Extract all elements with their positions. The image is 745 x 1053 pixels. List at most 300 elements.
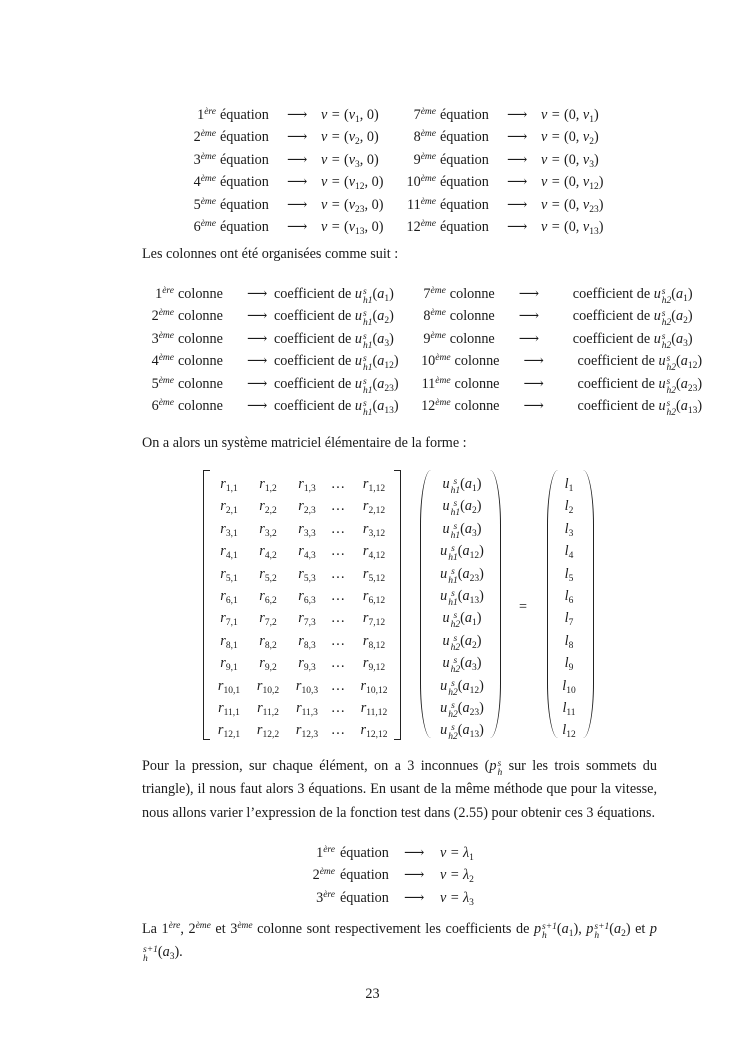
subscript: 12 — [469, 685, 480, 696]
coefficient-label: coefficient de — [577, 353, 659, 369]
ordinal-number: 9 — [413, 152, 421, 168]
tuple-open: (0, — [563, 219, 583, 235]
subscript: 2,12 — [368, 506, 386, 517]
math-variable: a — [676, 286, 684, 302]
coefficient-label: coefficient de — [274, 353, 355, 369]
superscript: s — [451, 589, 455, 599]
matrix-coefficient — [220, 610, 238, 629]
lhs: v = — [541, 152, 564, 168]
math-variable: r — [259, 588, 265, 604]
column-label: colonne — [178, 376, 223, 392]
subscript: 6,1 — [225, 596, 238, 606]
subscript: 12,2 — [262, 730, 280, 741]
math-variable: p — [586, 921, 594, 937]
arrow — [287, 171, 321, 193]
arrow — [247, 305, 274, 327]
equation-number — [390, 216, 436, 238]
coefficient-expression — [573, 305, 707, 328]
velocity-component — [349, 107, 360, 123]
math-variable: r — [259, 565, 265, 582]
math-variable: u — [440, 677, 448, 694]
matrix-entry — [288, 630, 326, 652]
subscript: 10,12 — [366, 685, 388, 696]
velocity-expression — [321, 216, 390, 238]
vertex — [465, 476, 477, 492]
matrix-coefficient — [259, 633, 276, 649]
subscript: 4,2 — [264, 551, 277, 562]
ordinal-number: 3 — [316, 890, 324, 906]
arrow — [247, 328, 274, 350]
superscript: s+1 — [594, 922, 610, 932]
equation-word — [440, 104, 507, 126]
velocity-unknown — [354, 308, 373, 328]
velocity-unknown — [440, 565, 458, 586]
column-number — [130, 373, 174, 395]
coefficient-label: coefficient de — [274, 286, 355, 302]
matrix-entry — [288, 585, 326, 607]
subscript: 1 — [568, 929, 574, 939]
velocity-unknown — [440, 722, 458, 743]
math-variable: l — [564, 588, 569, 604]
subscript: 12 — [566, 730, 576, 741]
subscript: h2 — [448, 687, 458, 698]
matrix-coefficient — [218, 700, 240, 716]
equation-label: équation — [220, 219, 269, 235]
subscript: 11,2 — [262, 708, 279, 718]
velocity-unknown — [653, 286, 672, 306]
math-variable: r — [298, 610, 304, 627]
subscript: 3,1 — [225, 528, 238, 539]
vertex — [676, 308, 688, 324]
arrow — [519, 283, 573, 305]
subscript: 12 — [384, 361, 394, 371]
velocity-unknown — [440, 700, 458, 720]
paren: ) — [174, 944, 180, 961]
rhs-entry — [551, 518, 587, 540]
vertex — [681, 376, 698, 392]
paren: ) — [479, 677, 484, 694]
coefficient-label: coefficient de — [577, 398, 659, 414]
coefficient-expression — [274, 350, 399, 373]
ordinal-number: 1 — [197, 107, 205, 123]
subscript: h1 — [362, 318, 373, 328]
math-variable: u — [442, 632, 450, 649]
matrix-entry — [210, 473, 248, 495]
velocity-unknown — [354, 398, 373, 418]
paren: ) — [476, 632, 482, 649]
arrow — [404, 887, 440, 909]
ordinal-suffix: ème — [158, 308, 174, 318]
math-variable: v — [582, 152, 590, 168]
column-label: colonne — [454, 398, 500, 414]
velocity-unknown — [354, 376, 373, 396]
column-row — [130, 283, 707, 305]
equation-label: équation — [220, 152, 269, 168]
math-variable: a — [462, 588, 470, 604]
paren: ) — [476, 520, 482, 537]
ordinal-number: 5 — [151, 376, 159, 392]
ordinal-suffix: ème — [158, 376, 174, 386]
subscript: h1 — [450, 530, 461, 541]
tuple-open: (0, — [563, 107, 583, 123]
ordinal-suffix: ème — [195, 921, 211, 931]
superscript: s — [451, 701, 455, 711]
subscript: 11,3 — [301, 708, 318, 718]
arrow — [287, 126, 321, 148]
velocity-component — [583, 129, 594, 145]
superscript: s — [661, 332, 666, 342]
subscript: 2 — [621, 929, 626, 939]
matrix-entry — [288, 652, 326, 674]
vertex — [377, 286, 389, 302]
long-right-arrow-icon: ⟶ — [507, 129, 528, 145]
equation-label: équation — [440, 197, 489, 213]
matrix-entry — [249, 518, 287, 540]
ordinal-suffix: ème — [420, 197, 436, 207]
unknown-entry — [425, 495, 499, 517]
column-label: colonne — [454, 376, 500, 392]
ordinal-suffix: ème — [158, 398, 174, 408]
matrix-entry — [352, 540, 396, 562]
subscript: 3,12 — [368, 528, 386, 539]
arrow — [524, 373, 578, 395]
math-variable: v — [582, 174, 590, 190]
ordinal-number: 2 — [193, 129, 201, 145]
math-variable: u — [442, 655, 450, 672]
math-variable: v — [582, 197, 590, 213]
equation-word — [440, 216, 507, 238]
math-variable: r — [218, 700, 224, 716]
math-variable: r — [256, 677, 263, 694]
ordinal-number: 4 — [151, 353, 159, 369]
superscript: s+1 — [143, 945, 158, 956]
velocity-unknown — [653, 331, 672, 351]
math-variable: a — [464, 520, 472, 537]
subscript: 4,3 — [303, 551, 316, 562]
tuple-close: , 0) — [359, 107, 379, 123]
tuple-open: (0, — [563, 152, 583, 168]
long-right-arrow-icon: ⟶ — [507, 174, 528, 190]
ordinal-suffix: ème — [420, 219, 436, 229]
velocity-equation-row — [160, 104, 621, 126]
velocity-component — [583, 174, 599, 190]
vertex — [676, 331, 688, 347]
matrix-entry — [249, 719, 287, 741]
math-variable: r — [360, 677, 367, 694]
superscript-subscript — [451, 612, 461, 630]
coefficient-expression — [274, 283, 394, 306]
math-variable: r — [220, 632, 226, 649]
vertex — [462, 543, 480, 562]
lhs: v = — [541, 174, 564, 190]
subscript: 1 — [469, 853, 474, 863]
long-right-arrow-icon: ⟶ — [247, 331, 268, 347]
matrix-coefficient — [220, 476, 237, 492]
subscript: 23 — [589, 205, 599, 215]
paren: ) — [389, 286, 394, 302]
math-variable: v — [582, 129, 590, 145]
tuple-close: ) — [598, 219, 604, 235]
column-row — [130, 373, 712, 395]
superscript-subscript — [448, 545, 458, 563]
column-number — [405, 373, 451, 395]
equation-number — [390, 104, 436, 126]
matrix-entry — [210, 495, 248, 517]
paren: ) — [479, 543, 484, 560]
matrix-entry — [352, 495, 396, 517]
math-variable: u — [653, 331, 661, 347]
subscript: 13 — [355, 227, 365, 237]
matrix-entry — [288, 495, 326, 517]
math-variable: v — [348, 174, 356, 190]
equation-number — [160, 149, 216, 171]
coefficient-expression — [578, 350, 712, 373]
math-variable: r — [362, 543, 369, 560]
math-variable: r — [220, 588, 226, 604]
subscript: 9 — [568, 663, 574, 674]
math-variable: r — [257, 700, 263, 716]
math-variable: l — [564, 476, 569, 492]
paren: ) — [476, 476, 482, 492]
tuple-open: (0, — [563, 129, 583, 145]
rhs-entry — [551, 563, 587, 585]
paren: ) — [393, 376, 399, 392]
coefficient-label: coefficient de — [274, 376, 355, 392]
ellipsis: … — [330, 498, 346, 515]
unknown-entry — [425, 473, 499, 495]
math-variable: l — [562, 677, 567, 694]
equation-number — [160, 126, 216, 148]
matrix-dots — [328, 652, 348, 674]
velocity-expression — [321, 149, 390, 171]
velocity-expression — [321, 171, 390, 193]
ordinal-suffix: ème — [200, 197, 216, 207]
column-number — [130, 395, 174, 417]
tuple-close: , 0) — [364, 219, 384, 235]
math-variable: r — [298, 476, 304, 492]
paren: ) — [625, 921, 631, 937]
matrix-left-bracket — [203, 470, 210, 740]
math-variable: a — [561, 921, 569, 937]
subscript: 4,12 — [368, 551, 386, 562]
equation-label: équation — [440, 129, 489, 145]
superscript: s — [451, 678, 455, 689]
tuple-close: ) — [593, 152, 599, 168]
math-variable: a — [464, 476, 472, 492]
velocity-component — [349, 219, 365, 235]
matrix-coefficient — [220, 543, 238, 562]
subscript: h2 — [666, 408, 677, 418]
subscript: 1,3 — [303, 484, 316, 494]
matrix-entry — [210, 540, 248, 562]
matrix-entry — [249, 652, 287, 674]
math-variable: u — [440, 722, 448, 739]
paren: ) — [476, 610, 482, 627]
matrix-coefficient — [256, 722, 280, 741]
paren: ( — [372, 308, 378, 324]
lhs: v = — [440, 890, 463, 906]
subscript: h2 — [661, 341, 672, 351]
velocity-equation-row — [160, 216, 621, 238]
superscript: s — [451, 566, 455, 577]
superscript-subscript — [667, 378, 677, 396]
column-number — [130, 328, 174, 350]
lambda — [463, 890, 474, 906]
matrix-coefficient — [259, 610, 277, 629]
ordinal-suffix: ème — [200, 129, 216, 139]
ordinal-suffix: ème — [200, 174, 216, 184]
math-variable: u — [653, 308, 661, 324]
tuple-open: ( — [343, 152, 349, 168]
column-number — [130, 350, 174, 372]
long-right-arrow-icon: ⟶ — [507, 107, 528, 123]
velocity-unknown — [653, 308, 672, 328]
math-variable: l — [564, 565, 569, 582]
subscript: 7 — [568, 618, 574, 629]
ordinal-number: 3 — [193, 152, 201, 168]
matrix-entry — [249, 495, 287, 517]
paren: ) — [697, 398, 703, 414]
paren: ) — [697, 353, 703, 369]
equation-word — [440, 126, 507, 148]
math-variable: u — [658, 376, 666, 392]
rhs-term — [562, 678, 575, 694]
paren: ) — [393, 353, 399, 369]
ellipsis: … — [330, 610, 346, 627]
math-variable: r — [256, 722, 263, 739]
lambda — [463, 845, 474, 861]
subscript: 11,1 — [223, 708, 240, 718]
subscript: 2 — [384, 316, 390, 326]
equation-number — [160, 194, 216, 216]
velocity-expression — [321, 104, 390, 126]
subscript: 2,3 — [303, 506, 316, 517]
matrix-coefficient — [363, 633, 385, 649]
subscript: h1 — [362, 408, 373, 418]
subscript: 2 — [568, 506, 574, 517]
math-variable: v — [582, 219, 590, 235]
subscript: 5 — [568, 573, 574, 584]
lhs: v = — [541, 219, 564, 235]
velocity-unknown — [354, 286, 373, 306]
vertex — [681, 353, 698, 369]
column-row — [130, 328, 707, 350]
subscript: 1 — [568, 484, 574, 494]
paren: ( — [460, 476, 465, 492]
velocity-unknown — [658, 376, 677, 396]
rhs-term — [565, 633, 574, 649]
math-variable: u — [354, 308, 362, 324]
paren: ( — [671, 308, 677, 324]
matrix-entry — [288, 607, 326, 629]
long-right-arrow-icon: ⟶ — [518, 331, 540, 347]
coefficient-expression — [578, 373, 712, 396]
matrix-entry — [288, 473, 326, 495]
tuple-open: ( — [343, 197, 349, 213]
math-variable: r — [220, 498, 226, 515]
tuple-close: ) — [598, 174, 604, 190]
arrow — [524, 395, 578, 417]
paren: ) — [573, 921, 579, 937]
equation-number — [280, 864, 335, 886]
ellipsis: … — [330, 543, 346, 560]
matrix-coefficient — [363, 521, 385, 537]
subscript: h — [594, 931, 600, 941]
ordinal-suffix: ère — [162, 286, 174, 296]
subscript: 8,3 — [303, 640, 316, 651]
subscript: 2 — [471, 506, 477, 517]
pressure-unknown — [586, 921, 610, 941]
subscript: 1,1 — [225, 484, 238, 494]
text: La — [142, 921, 162, 937]
paren: ) — [687, 308, 693, 324]
ordinal-number: 10 — [406, 174, 421, 190]
math-variable: u — [354, 398, 362, 414]
superscript-subscript — [451, 523, 461, 541]
math-variable: v — [348, 129, 356, 145]
math-variable: l — [564, 632, 569, 649]
subscript: h1 — [362, 386, 373, 396]
velocity-component — [583, 197, 599, 213]
matrix-entry — [352, 719, 396, 741]
velocity-component — [349, 174, 365, 190]
matrix-entry — [352, 585, 396, 607]
matrix-dots — [328, 675, 348, 697]
matrix-entry — [249, 540, 287, 562]
long-right-arrow-icon: ⟶ — [523, 376, 544, 392]
matrix-coefficient — [220, 588, 237, 604]
subscript: h2 — [450, 665, 461, 676]
matrix-coefficient — [220, 521, 237, 537]
subscript: 3 — [469, 898, 474, 908]
paragraph-text: Pour la pression, sur chaque élément, on a 3 inconnues ( — [142, 758, 490, 774]
matrix-entry — [352, 675, 396, 697]
pressure-equation-row — [280, 842, 490, 864]
superscript: s — [661, 287, 666, 297]
equation-word — [220, 149, 287, 171]
paragraph-text: Les colonnes ont été organisées comme suit : — [142, 246, 399, 262]
math-variable: a — [377, 286, 385, 302]
subscript: h1 — [448, 575, 458, 586]
subscript: 1 — [683, 294, 688, 304]
subscript: h2 — [448, 710, 458, 720]
velocity-unknown — [442, 610, 461, 631]
subscript: h1 — [362, 363, 373, 373]
superscript: s — [453, 477, 458, 487]
math-variable: a — [462, 700, 470, 716]
rhs-entry — [551, 585, 587, 607]
matrix-coefficient — [298, 610, 316, 629]
math-variable: r — [296, 700, 302, 716]
math-variable: u — [440, 543, 448, 560]
matrix-entry — [210, 675, 248, 697]
math-variable: a — [676, 331, 684, 347]
ordinal-number: 2 — [188, 921, 196, 937]
paren: ( — [372, 286, 378, 302]
subscript: 23 — [469, 708, 480, 718]
paren: ( — [372, 331, 378, 347]
math-variable: v — [348, 219, 356, 235]
equation-number — [280, 842, 335, 864]
math-variable: u — [354, 376, 362, 392]
superscript-subscript — [448, 724, 458, 742]
matrix-dots — [328, 607, 348, 629]
paren: ( — [556, 921, 562, 937]
equation-label: équation — [220, 174, 269, 190]
math-variable: u — [653, 286, 661, 302]
arrow — [404, 842, 440, 864]
matrix-dots — [328, 518, 348, 540]
